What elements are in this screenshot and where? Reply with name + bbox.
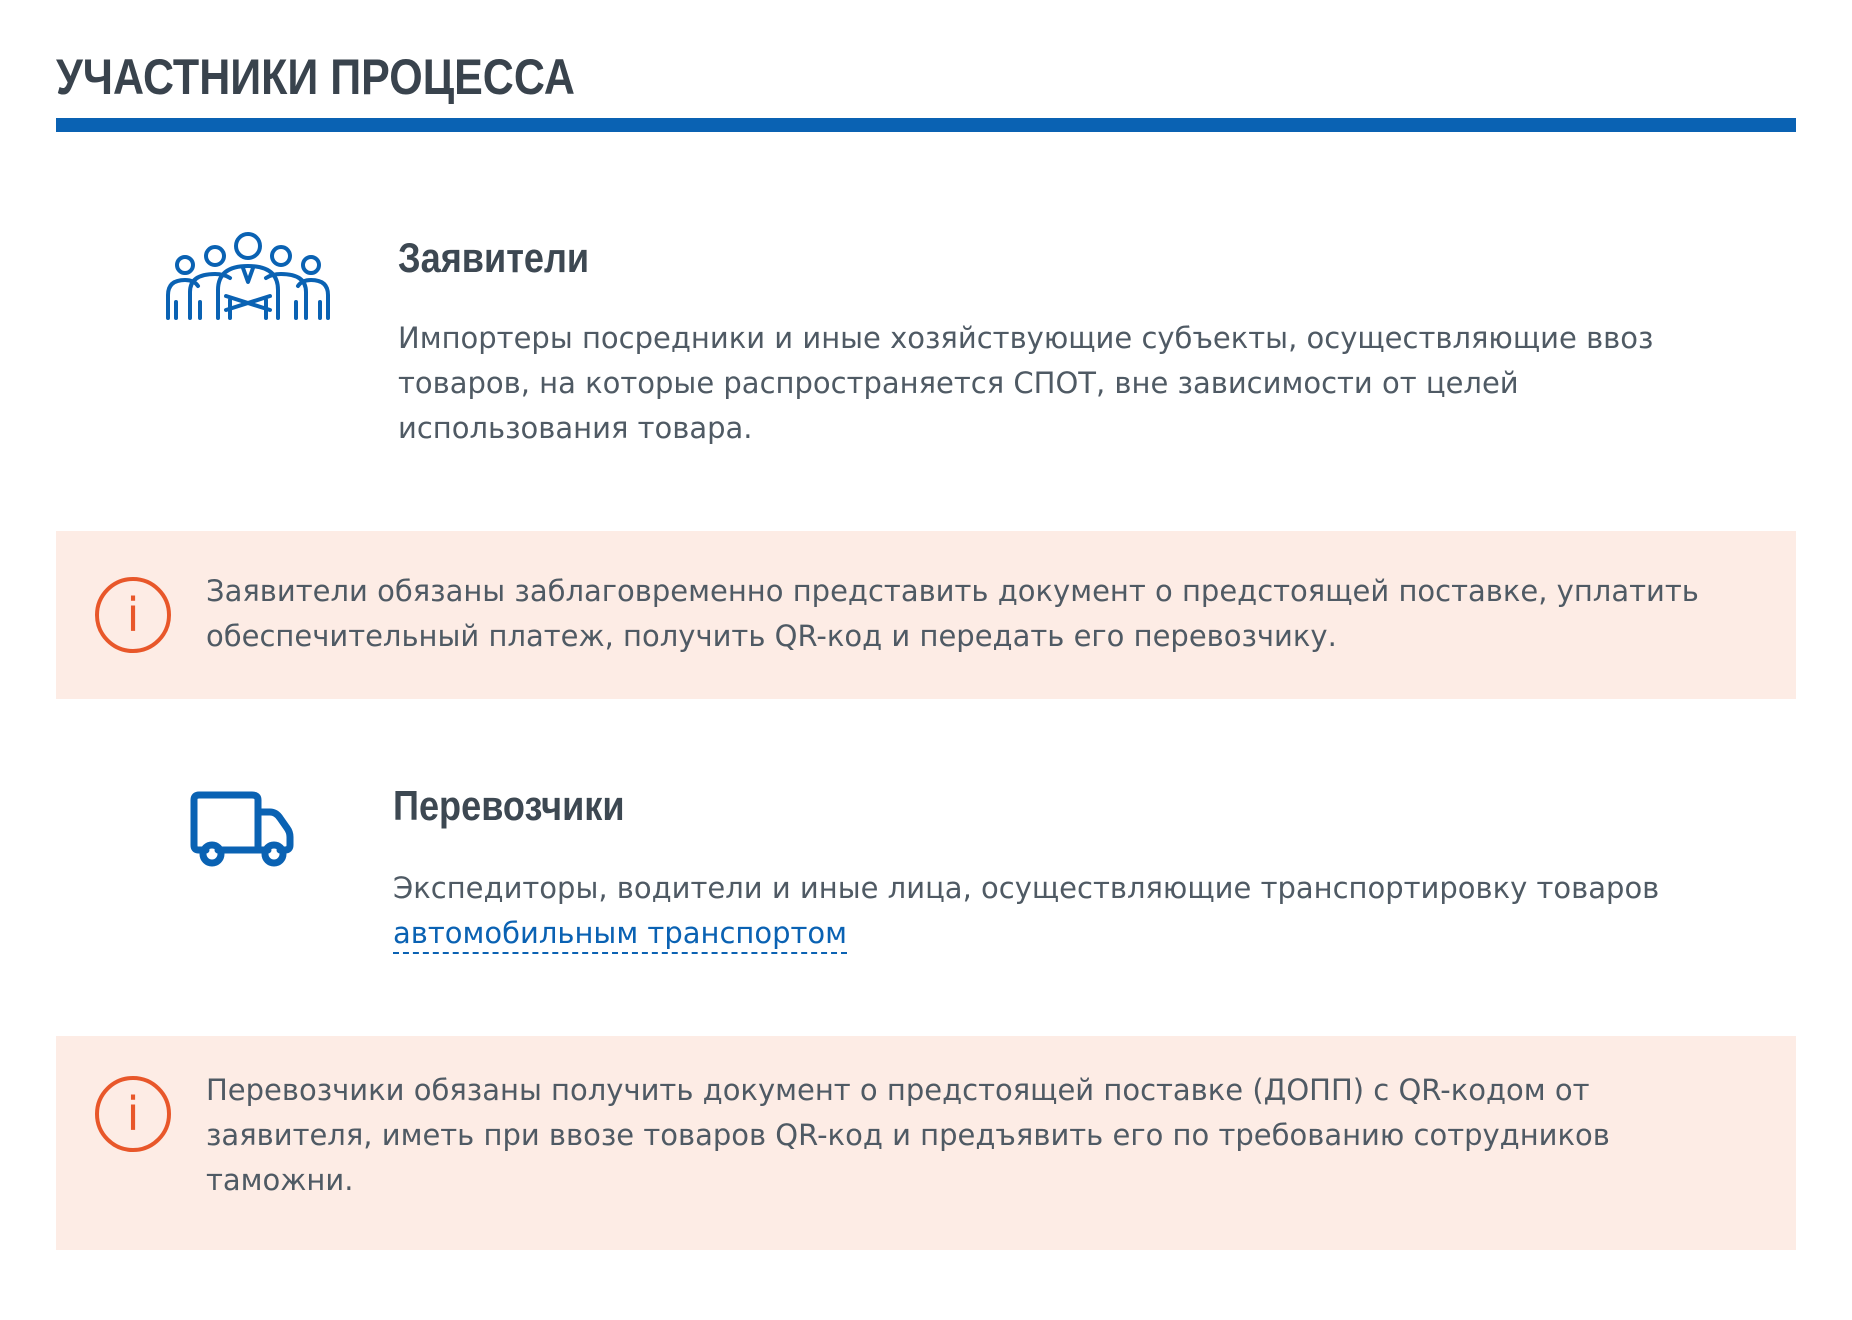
truck-icon — [190, 790, 294, 874]
participant-title: Заявители — [398, 234, 590, 281]
title-divider — [56, 118, 1796, 132]
info-icon: i — [95, 577, 171, 653]
notice-text — [206, 569, 1766, 659]
notice-line: Перевозчики обязаны получить документ о предстоящей поставке (ДОПП) с QR-кодом от — [206, 1073, 1590, 1107]
info-icon: i — [95, 1076, 171, 1152]
participant-carriers — [56, 770, 1796, 970]
notice-line: обеспечительный платеж, получить QR-код и передать его перевозчику. — [206, 619, 1337, 653]
notice-line: таможни. — [206, 1163, 354, 1197]
participant-title: Перевозчики — [393, 782, 625, 829]
people-group-icon — [160, 230, 336, 332]
page-title: УЧАСТНИКИ ПРОЦЕССА — [56, 49, 575, 105]
description-line: товаров, на которые распространяется СПОТ, вне зависимости от целей — [398, 366, 1519, 400]
participant-description — [398, 316, 1778, 451]
participant-description — [393, 866, 1783, 956]
notice-applicants — [56, 531, 1796, 699]
participant-applicants — [56, 220, 1796, 460]
road-transport-link[interactable]: автомобильным транспортом — [393, 916, 847, 954]
notice-line: Заявители обязаны заблаговременно представить документ о предстоящей поставке, уплатить — [206, 574, 1699, 608]
description-line: Экспедиторы, водители и иные лица, осуществляющие транспортировку товаров — [393, 871, 1660, 905]
description-line: Импортеры посредники и иные хозяйствующие субъекты, осуществляющие ввоз — [398, 321, 1654, 355]
notice-line: заявителя, иметь при ввозе товаров QR-код и предъявить его по требованию сотрудников — [206, 1118, 1610, 1152]
notice-carriers — [56, 1036, 1796, 1250]
notice-text — [206, 1068, 1766, 1203]
description-line: использования товара. — [398, 411, 753, 445]
